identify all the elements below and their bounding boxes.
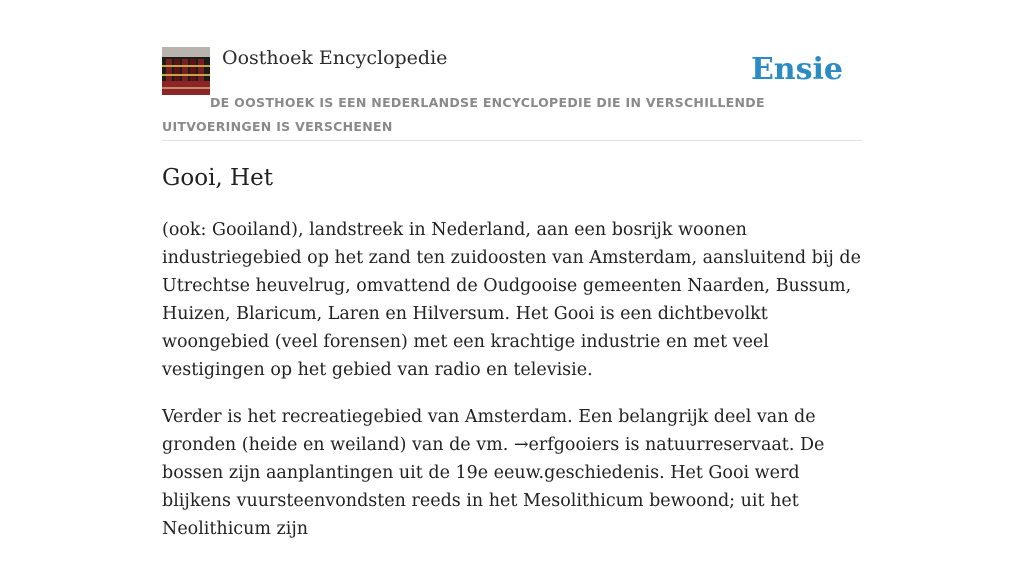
site-header — [162, 46, 862, 141]
paragraph-text: is natuurreservaat. De bossen zijn aanplantingen uit de 19e eeuw.geschiedenis. Het Gooi werd blijkens vuursteenvondsten reeds in het Mesolithicum bewoond; uit het Neolithicum zijn — [162, 435, 825, 539]
brand-logo[interactable]: Ensie — [750, 52, 843, 87]
site-name[interactable]: Oosthoek Encyclopedie — [222, 47, 448, 69]
article-paragraph — [162, 403, 866, 543]
paragraph-text: Verder is het recreatiegebied van Amsterdam. Een belangrijk deel van de gronden (heide en weiland) van de vm. — [162, 407, 816, 455]
article-body — [162, 216, 866, 562]
page-title: Gooi, Het — [162, 165, 273, 191]
avatar[interactable] — [162, 47, 210, 95]
cross-reference-link[interactable]: →erfgooiers — [513, 435, 620, 455]
encyclopedia-books-icon — [162, 47, 210, 95]
article-paragraph: (ook: Gooiland), landstreek in Nederland, aan een bosrijk woonen industriegebied op het zand ten zuidoosten van Amsterdam, aansluitend bij de Utrechtse heuvelrug, omvattend de Oudgooise gemeenten Naarden, Bussum, Huizen, Blaricum, Laren en Hilversum. Het Gooi is een dichtbevolkt woongebied (veel forensen) met een krachtige industrie en met veel vestigingen op het gebied van radio en televisie. — [162, 220, 861, 380]
site-tagline: DE OOSTHOEK IS EEN NEDERLANDSE ENCYCLOPEDIE DIE IN VERSCHILLENDE UITVOERINGEN IS VERSCHENEN — [162, 95, 765, 134]
